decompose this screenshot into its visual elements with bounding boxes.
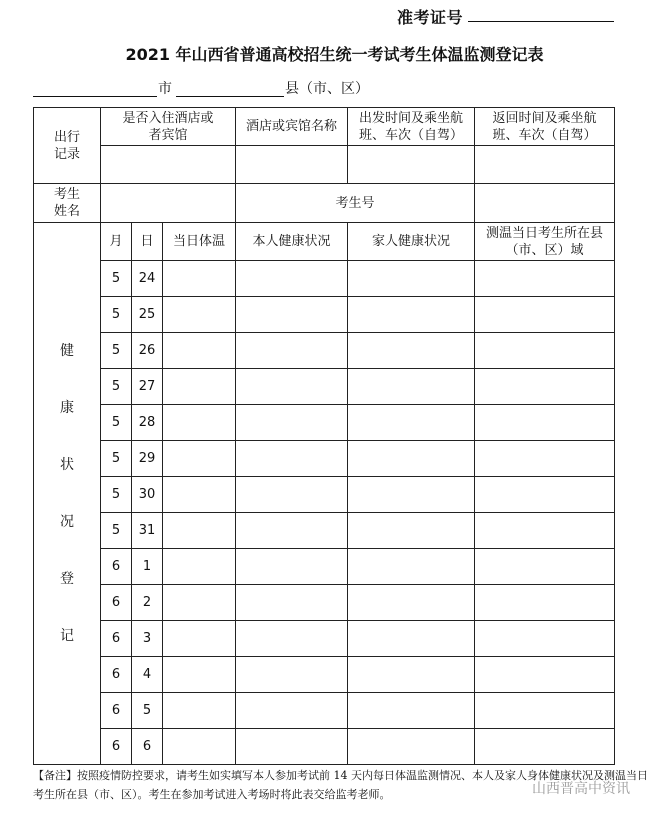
family-health-cell[interactable] bbox=[348, 333, 475, 369]
temperature-cell[interactable] bbox=[163, 549, 236, 585]
candidate-name-label: 考生姓名 bbox=[34, 184, 101, 223]
exam-number-label: 准考证号 bbox=[397, 8, 464, 27]
day-cell: 28 bbox=[132, 405, 163, 441]
location-cell[interactable] bbox=[475, 585, 615, 621]
day-cell: 2 bbox=[132, 585, 163, 621]
temperature-cell[interactable] bbox=[163, 261, 236, 297]
month-cell: 6 bbox=[101, 693, 132, 729]
location-header: 测温当日考生所在县（市、区）域 bbox=[475, 223, 615, 261]
health-row bbox=[34, 549, 615, 585]
location-cell[interactable] bbox=[475, 693, 615, 729]
month-cell: 5 bbox=[101, 297, 132, 333]
day-cell: 4 bbox=[132, 657, 163, 693]
family-health-cell[interactable] bbox=[348, 693, 475, 729]
return-header: 返回时间及乘坐航班、车次（自驾） bbox=[475, 108, 615, 146]
family-health-cell[interactable] bbox=[348, 369, 475, 405]
health-row bbox=[34, 477, 615, 513]
health-section-label bbox=[34, 223, 101, 765]
hotel-name-header: 酒店或宾馆名称 bbox=[236, 108, 348, 146]
health-row bbox=[34, 405, 615, 441]
month-cell: 5 bbox=[101, 405, 132, 441]
own-health-cell[interactable] bbox=[236, 621, 348, 657]
location-cell[interactable] bbox=[475, 729, 615, 765]
day-cell: 31 bbox=[132, 513, 163, 549]
month-cell: 6 bbox=[101, 549, 132, 585]
month-cell: 5 bbox=[101, 261, 132, 297]
own-health-cell[interactable] bbox=[236, 549, 348, 585]
health-label-char: 记 bbox=[60, 627, 74, 644]
family-health-cell[interactable] bbox=[348, 261, 475, 297]
health-row bbox=[34, 621, 615, 657]
own-health-cell[interactable] bbox=[236, 333, 348, 369]
day-cell: 27 bbox=[132, 369, 163, 405]
health-row bbox=[34, 261, 615, 297]
hotel-name-cell[interactable] bbox=[236, 146, 348, 184]
month-cell: 6 bbox=[101, 729, 132, 765]
own-health-cell[interactable] bbox=[236, 441, 348, 477]
own-health-cell[interactable] bbox=[236, 297, 348, 333]
county-field[interactable] bbox=[176, 96, 284, 97]
health-row bbox=[34, 693, 615, 729]
location-cell[interactable] bbox=[475, 549, 615, 585]
return-cell[interactable] bbox=[475, 146, 615, 184]
day-cell: 30 bbox=[132, 477, 163, 513]
form-title: 2021 年山西省普通高校招生统一考试考生体温监测登记表 bbox=[125, 45, 544, 64]
health-row bbox=[34, 297, 615, 333]
health-row bbox=[34, 729, 615, 765]
day-cell: 1 bbox=[132, 549, 163, 585]
candidate-id-cell[interactable] bbox=[475, 184, 615, 223]
temperature-cell[interactable] bbox=[163, 657, 236, 693]
health-row bbox=[34, 333, 615, 369]
health-row bbox=[34, 369, 615, 405]
health-label-char: 健 bbox=[60, 342, 74, 359]
day-header: 日 bbox=[132, 223, 163, 261]
month-cell: 5 bbox=[101, 513, 132, 549]
temperature-cell[interactable] bbox=[163, 693, 236, 729]
family-health-cell[interactable] bbox=[348, 513, 475, 549]
location-cell[interactable] bbox=[475, 441, 615, 477]
health-row bbox=[34, 441, 615, 477]
hotel-question-cell[interactable] bbox=[101, 146, 236, 184]
departure-header: 出发时间及乘坐航班、车次（自驾） bbox=[348, 108, 475, 146]
own-health-header: 本人健康状况 bbox=[236, 223, 348, 261]
own-health-cell[interactable] bbox=[236, 729, 348, 765]
health-row bbox=[34, 585, 615, 621]
own-health-cell[interactable] bbox=[236, 693, 348, 729]
family-health-cell[interactable] bbox=[348, 405, 475, 441]
family-health-cell[interactable] bbox=[348, 729, 475, 765]
temperature-cell[interactable] bbox=[163, 441, 236, 477]
day-cell: 5 bbox=[132, 693, 163, 729]
location-cell[interactable] bbox=[475, 513, 615, 549]
month-cell: 5 bbox=[101, 333, 132, 369]
day-cell: 3 bbox=[132, 621, 163, 657]
travel-record-label: 出行记录 bbox=[34, 108, 101, 184]
family-health-cell[interactable] bbox=[348, 549, 475, 585]
own-health-cell[interactable] bbox=[236, 585, 348, 621]
location-cell[interactable] bbox=[475, 477, 615, 513]
location-cell[interactable] bbox=[475, 621, 615, 657]
family-health-cell[interactable] bbox=[348, 297, 475, 333]
temperature-cell[interactable] bbox=[163, 477, 236, 513]
own-health-cell[interactable] bbox=[236, 261, 348, 297]
month-cell: 6 bbox=[101, 585, 132, 621]
month-cell: 6 bbox=[101, 621, 132, 657]
day-cell: 24 bbox=[132, 261, 163, 297]
day-cell: 29 bbox=[132, 441, 163, 477]
location-cell[interactable] bbox=[475, 297, 615, 333]
temperature-cell[interactable] bbox=[163, 621, 236, 657]
hotel-question-header: 是否入住酒店或者宾馆 bbox=[101, 108, 236, 146]
health-row bbox=[34, 657, 615, 693]
temperature-cell[interactable] bbox=[163, 405, 236, 441]
day-cell: 6 bbox=[132, 729, 163, 765]
day-cell: 25 bbox=[132, 297, 163, 333]
temperature-cell[interactable] bbox=[163, 297, 236, 333]
own-health-cell[interactable] bbox=[236, 369, 348, 405]
footnote: 【备注】按照疫情防控要求，请考生如实填写本人参加考试前 14 天内每日体温监测情况、本人及家人身体健康状况及测温当日考生所在县（市、区）。考生在参加考试进入考场时将此表交给监考老师。 bbox=[33, 769, 648, 801]
temperature-cell[interactable] bbox=[163, 333, 236, 369]
temperature-cell[interactable] bbox=[163, 513, 236, 549]
month-cell: 5 bbox=[101, 369, 132, 405]
health-label-char: 况 bbox=[60, 513, 74, 530]
family-health-cell[interactable] bbox=[348, 441, 475, 477]
location-cell[interactable] bbox=[475, 657, 615, 693]
month-header: 月 bbox=[101, 223, 132, 261]
city-suffix: 市 bbox=[158, 81, 172, 97]
registration-table bbox=[33, 107, 615, 765]
health-label-char: 状 bbox=[60, 456, 74, 473]
family-health-cell[interactable] bbox=[348, 621, 475, 657]
family-health-cell[interactable] bbox=[348, 585, 475, 621]
candidate-id-label: 考生号 bbox=[236, 184, 475, 223]
temperature-cell[interactable] bbox=[163, 585, 236, 621]
family-health-header: 家人健康状况 bbox=[348, 223, 475, 261]
month-cell: 5 bbox=[101, 441, 132, 477]
health-label-char: 登 bbox=[60, 570, 74, 587]
own-health-cell[interactable] bbox=[236, 657, 348, 693]
temperature-cell[interactable] bbox=[163, 369, 236, 405]
month-cell: 6 bbox=[101, 657, 132, 693]
county-suffix: 县（市、区） bbox=[285, 81, 369, 97]
temperature-header: 当日体温 bbox=[163, 223, 236, 261]
family-health-cell[interactable] bbox=[348, 657, 475, 693]
candidate-name-cell[interactable] bbox=[101, 184, 236, 223]
health-label-char: 康 bbox=[60, 399, 74, 416]
departure-cell[interactable] bbox=[348, 146, 475, 184]
location-cell[interactable] bbox=[475, 369, 615, 405]
health-row bbox=[34, 513, 615, 549]
exam-number-field[interactable] bbox=[468, 21, 614, 22]
temperature-cell[interactable] bbox=[163, 729, 236, 765]
watermark: 山西晋高中资讯 bbox=[532, 781, 630, 797]
city-field[interactable] bbox=[33, 96, 157, 97]
location-cell[interactable] bbox=[475, 261, 615, 297]
family-health-cell[interactable] bbox=[348, 477, 475, 513]
month-cell: 5 bbox=[101, 477, 132, 513]
location-cell[interactable] bbox=[475, 405, 615, 441]
own-health-cell[interactable] bbox=[236, 513, 348, 549]
day-cell: 26 bbox=[132, 333, 163, 369]
own-health-cell[interactable] bbox=[236, 477, 348, 513]
own-health-cell[interactable] bbox=[236, 405, 348, 441]
location-cell[interactable] bbox=[475, 333, 615, 369]
